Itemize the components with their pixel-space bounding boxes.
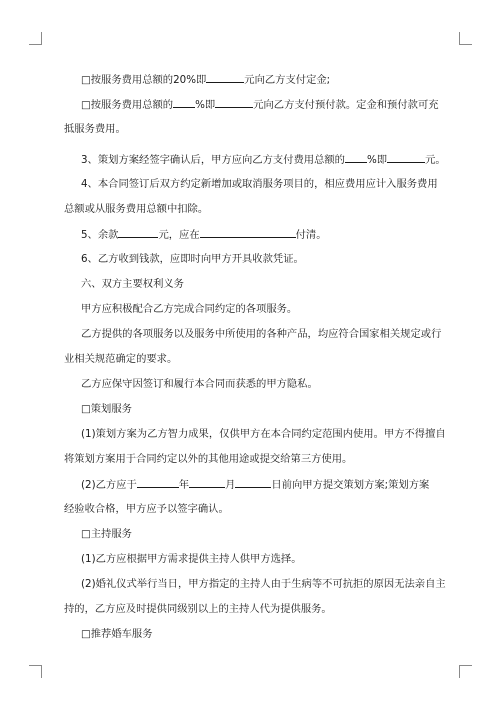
- line-text: 六、双方主要权利义务: [81, 278, 184, 290]
- line-text: 年: [178, 479, 190, 491]
- line-text: 5、余款: [81, 229, 119, 241]
- text-line-23: [81, 627, 153, 641]
- text-line-2: [81, 97, 439, 111]
- line-text: 将策划方案用于合同约定以外的其他用途或提交给第三方使用。: [64, 453, 353, 465]
- text-line-14: [81, 402, 132, 416]
- line-text: 日前向甲方提交策划方案;策划方案: [271, 479, 430, 491]
- text-line-1: [81, 72, 330, 86]
- fill-in-blank: [200, 227, 296, 238]
- line-text: 4、本合同签订后双方约定新增加或取消服务项目的，相应费用应计入服务费用: [81, 178, 438, 190]
- text-line-20: [81, 552, 302, 566]
- line-text: 即: [196, 74, 207, 86]
- line-text: 20%: [173, 74, 196, 86]
- text-line-4: [81, 152, 446, 166]
- crop-mark-top-left: [29, 32, 42, 45]
- line-text: 元向乙方支付定金;: [244, 74, 331, 86]
- text-line-6: [64, 202, 208, 216]
- fill-in-blank: [206, 72, 244, 83]
- crop-mark-bottom-right: [459, 665, 472, 678]
- line-text: 经验收合格，甲方应予以签字确认。: [64, 503, 229, 515]
- text-line-13: [81, 377, 318, 391]
- text-line-19: [81, 527, 132, 541]
- line-text: 月: [225, 479, 236, 491]
- fill-in-blank: [235, 477, 271, 488]
- text-line-12: [64, 352, 177, 366]
- line-text: □按服务费用总额的: [81, 99, 174, 111]
- line-text: 抵服务费用。: [64, 123, 126, 135]
- text-line-11: [81, 327, 441, 341]
- fill-in-blank: [387, 152, 425, 163]
- line-text: 元。: [425, 154, 446, 166]
- line-text: %即: [366, 154, 388, 166]
- line-text: 业相关规范确定的要求。: [64, 353, 178, 365]
- line-text: (1)策划方案为乙方智力成果，仅供甲方在本合同约定范围内使用。甲方不得擅自: [81, 428, 446, 440]
- text-line-22: [64, 602, 332, 616]
- line-text: (1)乙方应根据甲方需求提供主持人供甲方选择。: [81, 553, 302, 565]
- line-text: (2)乙方应于: [81, 479, 137, 491]
- fill-in-blank: [215, 97, 253, 108]
- text-line-3: [64, 122, 126, 136]
- line-text: 付清。: [295, 229, 327, 241]
- crop-mark-top-right: [459, 32, 472, 45]
- line-text: □推荐婚车服务: [81, 628, 153, 640]
- fill-in-blank: [189, 477, 225, 488]
- text-line-7: [81, 227, 327, 241]
- text-line-10: [81, 302, 297, 316]
- line-text: 乙方提供的各项服务以及服务中所使用的各种产品，均应符合国家相关规定或行: [81, 328, 442, 340]
- text-line-18: [64, 502, 229, 516]
- line-text: 元向乙方支付预付款。定金和预付款可充: [253, 99, 439, 111]
- fill-in-blank: [118, 227, 158, 238]
- line-text: 乙方应保守因签订和履行本合同而获悉的甲方隐私。: [81, 378, 318, 390]
- text-line-8: [81, 252, 304, 266]
- text-line-9: [81, 277, 184, 291]
- line-text: (2)婚礼仪式举行当日，甲方指定的主持人由于生病等不可抗拒的原因无法亲自主: [81, 578, 446, 590]
- line-text: □策划服务: [81, 403, 132, 415]
- line-text: 3、策划方案经签字确认后，甲方应向乙方支付费用总额的: [81, 154, 345, 166]
- fill-in-blank: [137, 477, 179, 488]
- line-text: 总额或从服务费用总额中扣除。: [64, 203, 209, 215]
- text-line-17: [81, 477, 429, 491]
- text-line-5: [81, 177, 438, 191]
- line-text: 甲方应积极配合乙方完成合同约定的各项服务。: [81, 303, 298, 315]
- crop-mark-bottom-left: [29, 665, 42, 678]
- line-text: 持的，乙方应及时提供同级别以上的主持人代为提供服务。: [64, 603, 332, 615]
- text-line-15: [81, 427, 446, 441]
- line-text: 元，应在: [158, 229, 200, 241]
- text-line-21: [81, 577, 446, 591]
- line-text: □主持服务: [81, 528, 132, 540]
- text-line-16: [64, 452, 352, 466]
- line-text: 6、乙方收到钱款，应即时向甲方开具收款凭证。: [81, 253, 304, 265]
- fill-in-blank: [173, 97, 195, 108]
- line-text: □按服务费用总额的: [81, 74, 174, 86]
- fill-in-blank: [345, 152, 367, 163]
- line-text: %即: [195, 99, 216, 111]
